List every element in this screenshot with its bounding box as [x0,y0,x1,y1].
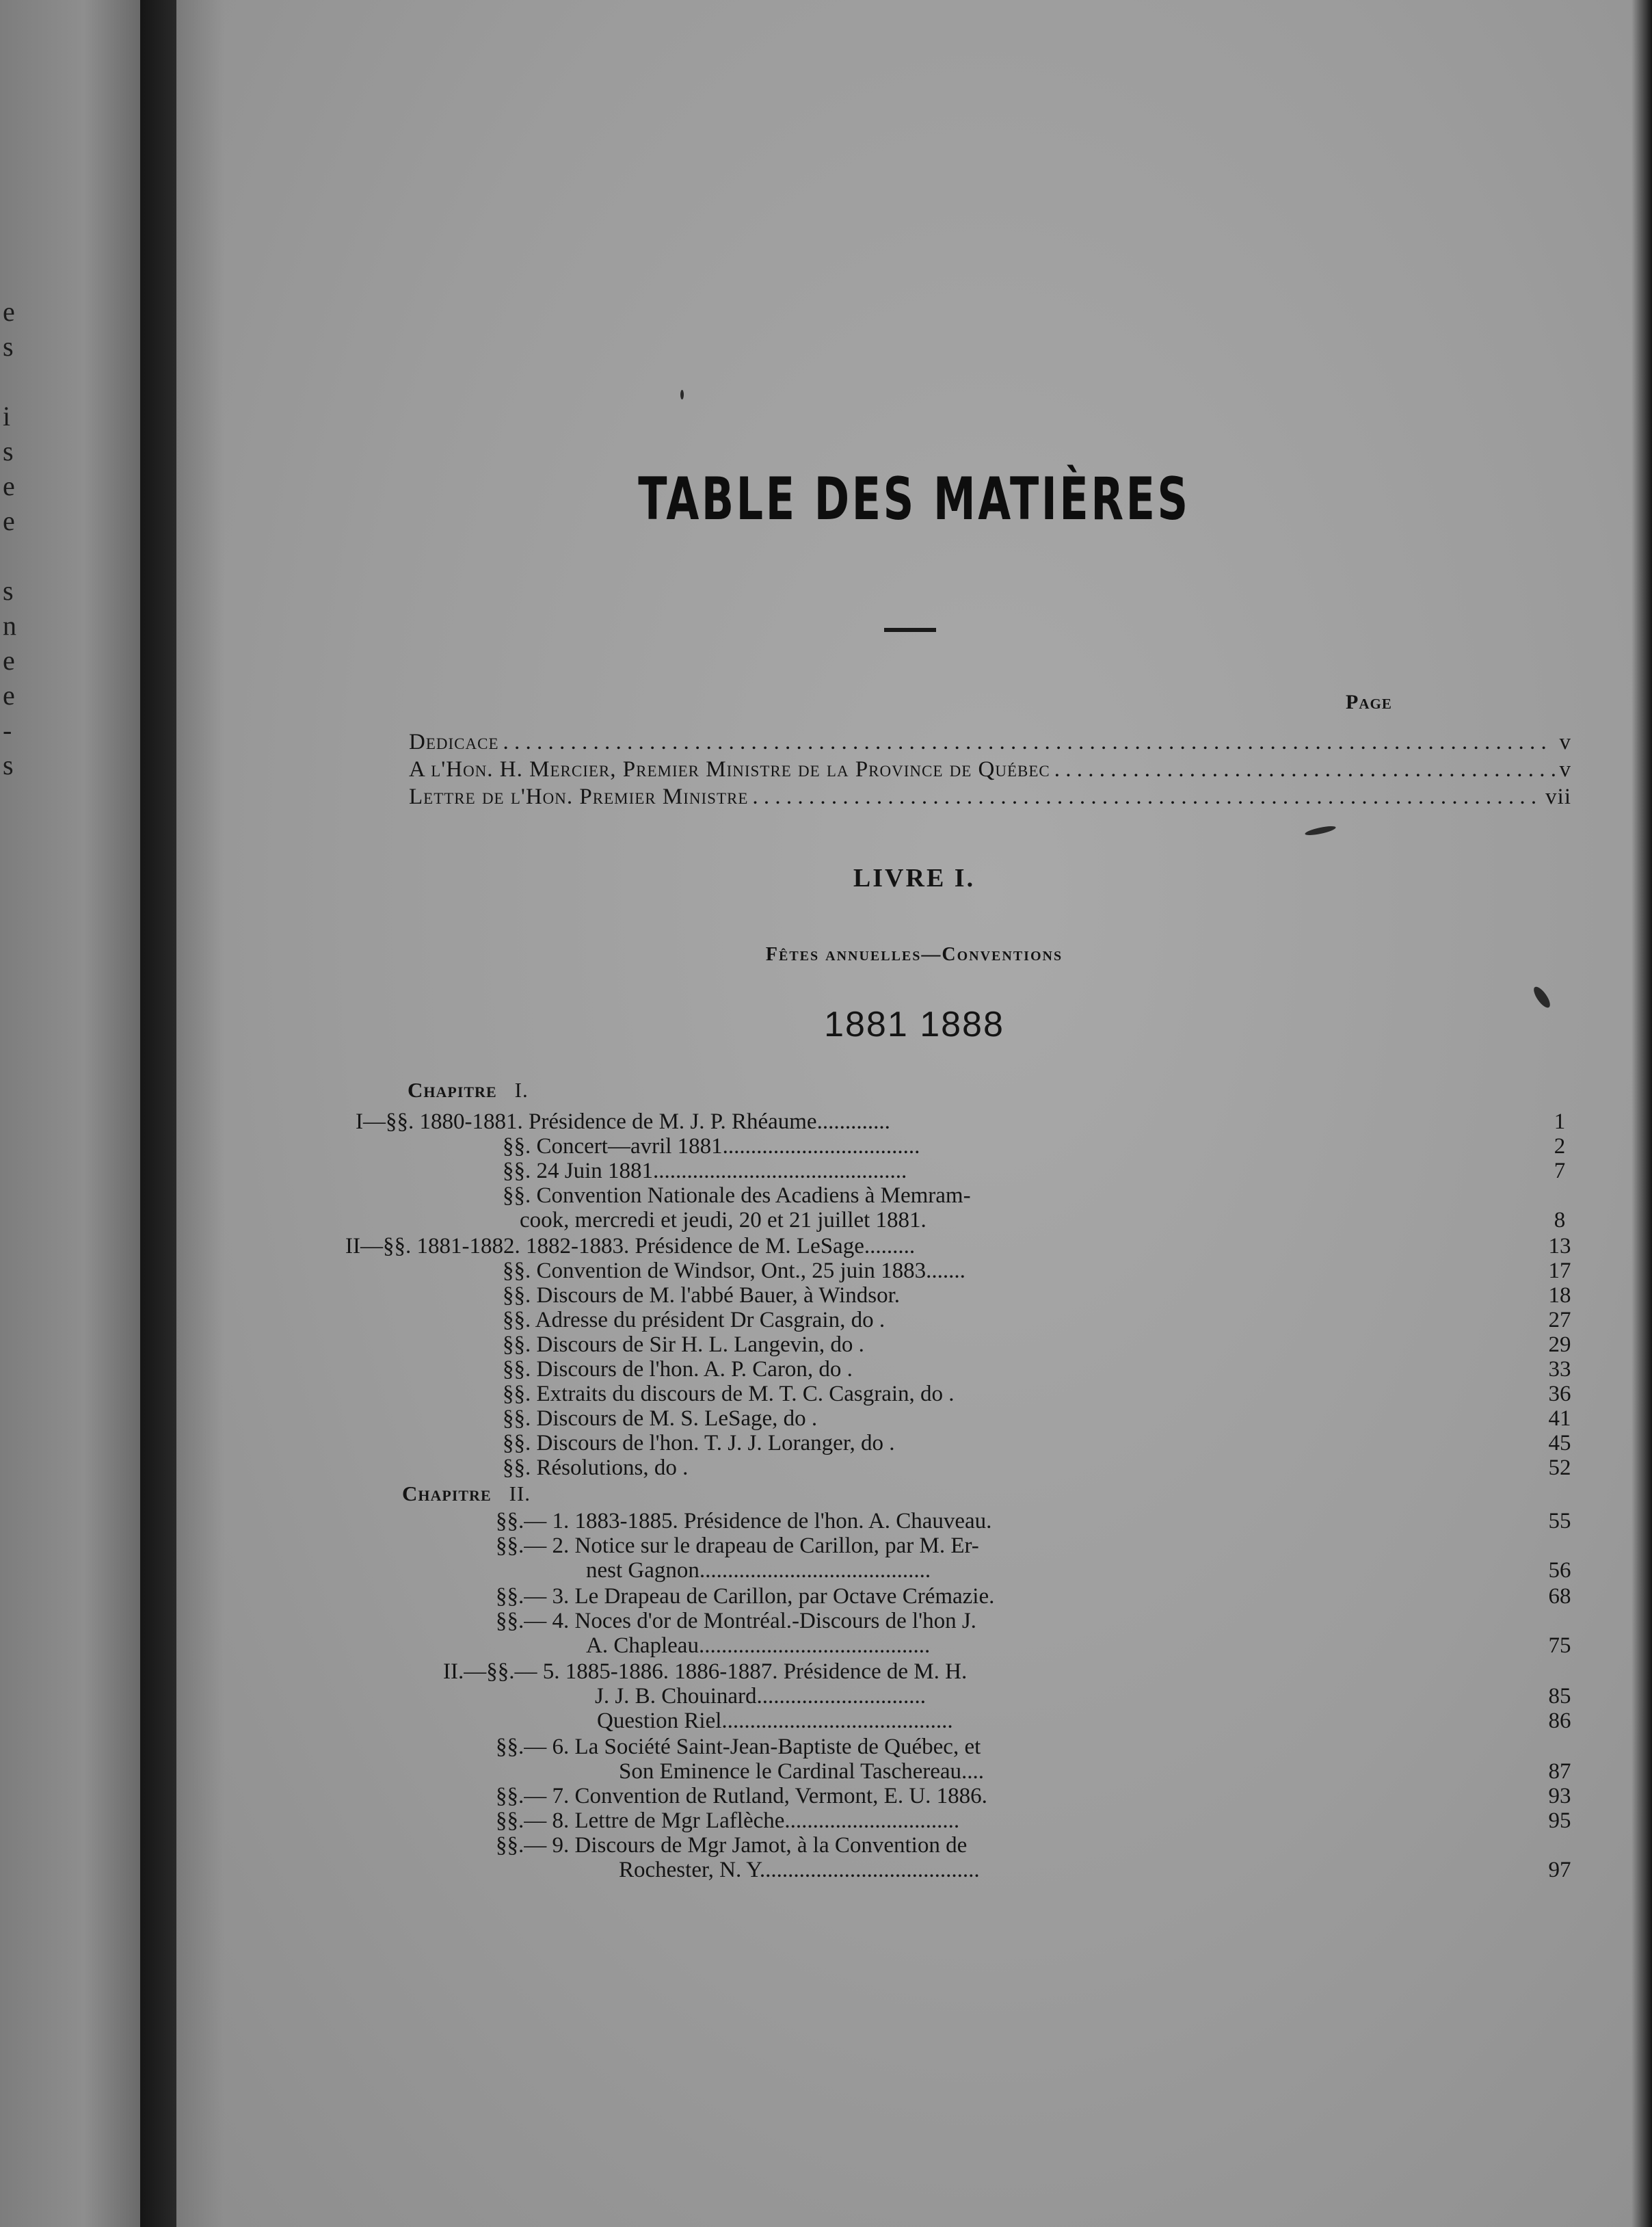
gutter-letter: - [3,715,12,746]
toc-entry-text: cook, mercredi et jeudi, 20 et 21 juillet 1881. [520,1208,927,1233]
toc-entry-text: §§. Discours de M. S. LeSage, do . [503,1406,818,1431]
toc-page-number: 93 [1548,1784,1571,1808]
gutter-letter: s [3,436,14,466]
page-column-header: Page [1346,691,1392,713]
toc-front-dedicace [409,729,1571,755]
leader-dots [503,729,1547,755]
toc-entry-text: A. Chapleau......................................... [586,1633,931,1658]
toc-page-number: 36 [1548,1382,1571,1406]
toc-entry-text: §§. Concert—avril 1881................................... [503,1134,920,1159]
chapter-number: II. [509,1481,531,1505]
toc-entry-text: §§. Adresse du président Dr Casgrain, do . [503,1308,885,1332]
toc-page-number: 18 [1548,1283,1571,1308]
gutter-letter [3,364,30,399]
leader-dots [752,784,1541,810]
toc-entry-text: Rochester, N. Y....................................... [619,1858,980,1882]
toc-page-number: vii [1545,785,1571,809]
toc-page-number: 2 [1554,1134,1566,1159]
toc-entry-text: §§.— 4. Noces d'or de Montréal.-Discours de l'hon J. [496,1609,976,1633]
left-page-edge [0,0,140,2227]
toc-page-number: 33 [1548,1357,1571,1382]
ink-speck [680,390,684,399]
toc-page-number: 13 [1548,1234,1571,1259]
toc-entry-text: II.—§§.— 5. 1885-1886. 1886-1887. Présidence de M. H. [443,1659,968,1684]
toc-page-number: 55 [1548,1509,1571,1533]
gutter-letter: i [3,401,11,432]
toc-page-number: 75 [1548,1633,1571,1658]
toc-label: A l'Hon. H. Mercier, Premier Ministre de la Province de Québec [409,757,1050,782]
toc-entry-text: Question Riel......................................... [597,1709,953,1733]
toc-page-number: 86 [1548,1709,1571,1733]
toc-entry-text: §§. Discours de l'hon. T. J. J. Loranger, do . [503,1431,895,1455]
toc-entry-text: §§. Discours de l'hon. A. P. Caron, do . [503,1357,853,1382]
toc-label: Dedicace [409,730,499,754]
chapter-number: I. [514,1078,529,1102]
toc-page-number: 27 [1548,1308,1571,1332]
book-gutter [140,0,178,2227]
gutter-letter: e [3,505,15,536]
chapter-2-heading [402,1481,531,1506]
toc-page-number: 29 [1548,1332,1571,1357]
toc-page-number: 85 [1548,1684,1571,1709]
title-rule [884,628,936,632]
toc-page-number: 56 [1548,1558,1571,1583]
toc-page-number: 41 [1548,1406,1571,1431]
gutter-letter: e [3,296,15,327]
toc-page-number: 95 [1548,1808,1571,1833]
ink-smudge [1305,824,1337,836]
toc-entry-text: §§.— 3. Le Drapeau de Carillon, par Octave Crémazie. [496,1584,995,1609]
toc-page [176,0,1652,2227]
toc-page-number: 7 [1554,1159,1566,1183]
toc-entry-text: §§.— 2. Notice sur le drapeau de Carillon, par M. Er- [496,1533,979,1558]
toc-front-mercier [409,756,1571,782]
toc-entry-text: nest Gagnon......................................... [586,1558,931,1583]
toc-page-number: v [1559,730,1571,754]
gutter-letter: e [3,680,15,711]
year-range: 1881 1888 [824,1005,1004,1044]
page-title: TABLE DES MATIÈRES [638,465,1190,533]
toc-page-number: 45 [1548,1431,1571,1455]
gutter-letter: s [3,331,14,362]
toc-entry-text: §§.— 7. Convention de Rutland, Vermont, E. U. 1886. [496,1784,987,1808]
book-subtitle: Fêtes annuelles—Conventions [765,944,1063,965]
gutter-letter: s [3,750,14,780]
toc-page-number: 68 [1548,1584,1571,1609]
toc-front-lettre [409,784,1571,810]
toc-entry-text: §§. Convention Nationale des Acadiens à Memram- [503,1183,971,1208]
toc-entry-text: §§.— 8. Lettre de Mgr Laflèche............................... [496,1808,960,1833]
gutter-letter: s [3,575,14,606]
gutter-letter [3,538,30,573]
toc-entry-text: §§. Discours de M. l'abbé Bauer, à Windsor. [503,1283,900,1308]
gutter-letters [3,294,30,782]
toc-page-number: 8 [1554,1208,1566,1233]
gutter-letter: e [3,471,15,501]
leader-dots [1054,756,1556,782]
toc-entry-text: §§. Discours de Sir H. L. Langevin, do . [503,1332,864,1357]
toc-page-number: 97 [1548,1858,1571,1882]
toc-entry-text: §§. Convention de Windsor, Ont., 25 juin 1883....... [503,1259,965,1283]
toc-page-number: 52 [1548,1455,1571,1480]
toc-entry-text: §§. 24 Juin 1881............................................. [503,1159,907,1183]
gutter-letter: e [3,645,15,676]
toc-page-number: 1 [1554,1109,1566,1134]
toc-entry-text: §§. Extraits du discours de M. T. C. Casgrain, do . [503,1382,955,1406]
chapter-label: Chapitre [408,1078,497,1102]
chapter-label: Chapitre [402,1481,492,1505]
toc-entry-text: II—§§. 1881-1882. 1882-1883. Présidence de M. LeSage......... [345,1234,916,1259]
toc-entry-text: §§. Résolutions, do . [503,1455,689,1480]
book-heading: LIVRE I. [853,864,976,893]
toc-entry-text: §§.— 6. La Société Saint-Jean-Baptiste de Québec, et [496,1735,981,1759]
toc-entry-text: §§.— 1. 1883-1885. Présidence de l'hon. A. Chauveau. [496,1509,992,1533]
toc-label: Lettre de l'Hon. Premier Ministre [409,785,749,809]
toc-entry-text: J. J. B. Chouinard.............................. [595,1684,927,1709]
toc-entry-text: I—§§. 1880-1881. Présidence de M. J. P. Rhéaume............. [356,1109,890,1134]
toc-page-number: v [1559,757,1571,782]
gutter-letter: n [3,610,16,641]
toc-page-number: 87 [1548,1759,1571,1784]
toc-page-number: 17 [1548,1259,1571,1283]
toc-entry-text: §§.— 9. Discours de Mgr Jamot, à la Convention de [496,1833,968,1858]
toc-entry-text: Son Eminence le Cardinal Taschereau.... [619,1759,985,1784]
chapter-1-heading [408,1078,529,1103]
